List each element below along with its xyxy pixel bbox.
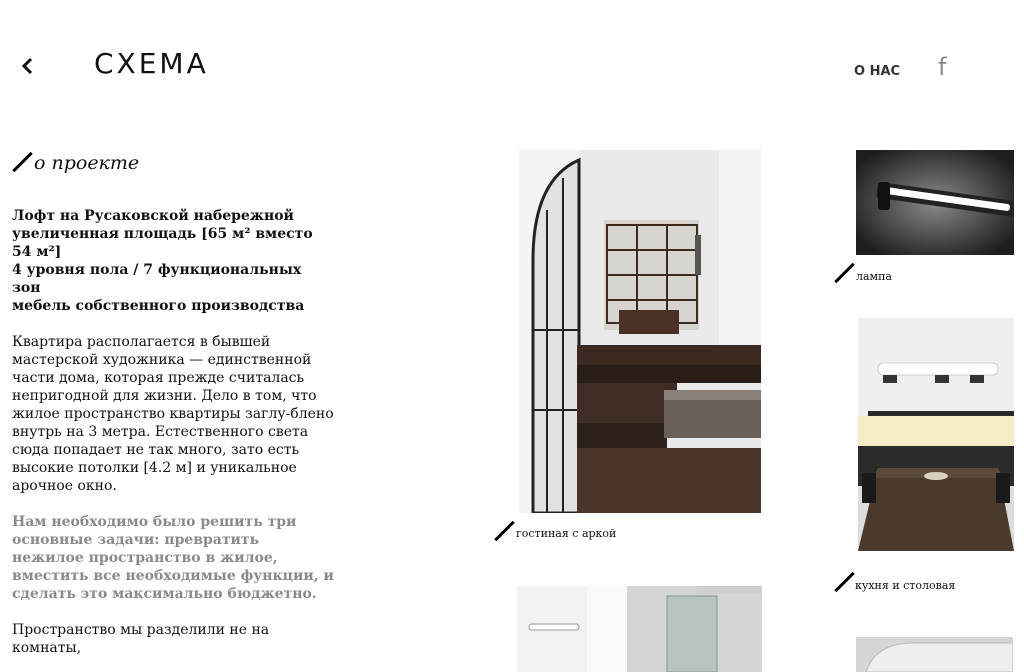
kitchen-image: [858, 318, 1014, 551]
tasks-paragraph: Нам необходимо было решить три основные задачи: превратить нежилое пространство в жилое, вместить все необходимые функции, и сделать это максимально бюджетно.: [12, 514, 334, 602]
section-title: о проекте: [34, 152, 140, 174]
logo[interactable]: CXEMA: [94, 47, 209, 80]
chevron-left-icon: [16, 52, 40, 80]
living-room-image: [519, 150, 761, 513]
slash-mark: [494, 521, 515, 542]
highlight-item: увеличенная площадь [65 м² вместо 54 м²]: [12, 226, 313, 260]
highlight-item: мебель собственного производства: [12, 298, 305, 314]
lamp-image: [856, 150, 1014, 255]
bathroom-image: [856, 637, 1013, 672]
facebook-icon[interactable]: f: [938, 53, 947, 81]
project-description: [12, 207, 334, 657]
photo-bathroom[interactable]: [856, 637, 1013, 672]
highlight-item: 4 уровня пола / 7 функциональных зон: [12, 262, 302, 296]
space-paragraph: Пространство мы разделили не на комнаты,: [12, 622, 270, 656]
caption-living-room: гостиная с аркой: [516, 527, 617, 540]
photo-kitchen[interactable]: [858, 318, 1014, 551]
photo-lamp[interactable]: [856, 150, 1014, 255]
bedroom-image: [517, 586, 762, 672]
back-button[interactable]: [16, 52, 40, 80]
slash-mark: [12, 152, 33, 173]
nav-about-link[interactable]: О НАС: [854, 64, 901, 79]
photo-bedroom[interactable]: [517, 586, 762, 672]
slash-mark: [834, 263, 855, 284]
project-highlights: [12, 207, 334, 315]
caption-lamp: лампа: [856, 270, 892, 283]
description-paragraph: Квартира располагается в бывшей мастерской художника — единственной части дома, которая прежде считалась непригодной для жизни. Дело в том, что жилое пространство квартиры заглу-блено внутрь на 3 метра. Естественного света сюда попадает не так много, зато есть высокие потолки [4.2 м] и уникальное арочное окно.: [12, 334, 334, 494]
highlight-item: Лофт на Русаковской набережной: [12, 208, 294, 224]
caption-kitchen: кухня и столовая: [855, 579, 956, 592]
slash-mark: [834, 572, 855, 593]
photo-living-room[interactable]: [519, 150, 761, 513]
